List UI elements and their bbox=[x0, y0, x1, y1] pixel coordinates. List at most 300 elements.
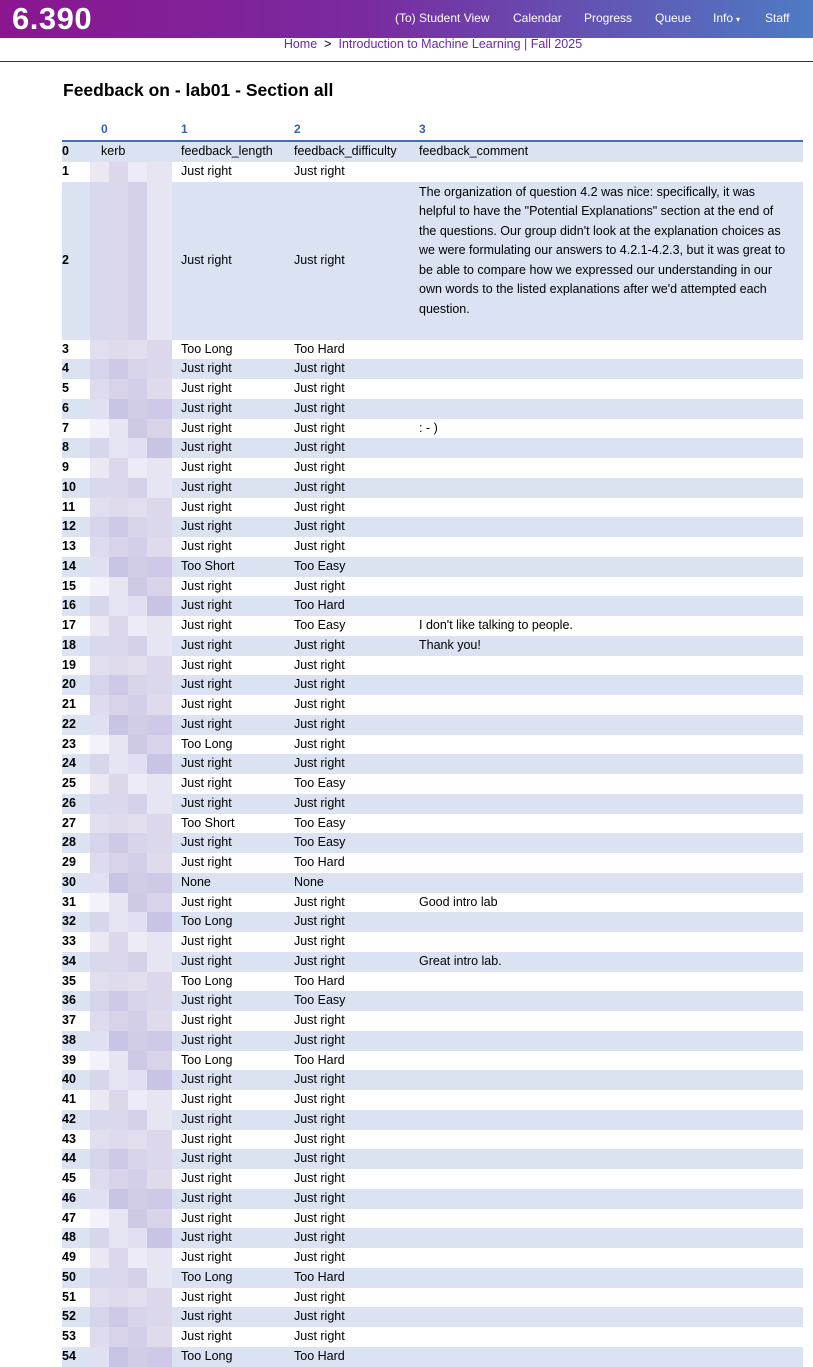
table-row bbox=[62, 1288, 803, 1308]
difficulty-cell: Just right bbox=[294, 1289, 345, 1304]
row-index: 1 bbox=[62, 163, 69, 178]
row-index: 29 bbox=[62, 855, 76, 869]
row-index: 31 bbox=[62, 894, 76, 909]
table-row bbox=[62, 972, 803, 992]
redacted-kerb bbox=[90, 1248, 172, 1268]
table-row bbox=[62, 517, 803, 537]
length-cell: Just right bbox=[181, 637, 232, 652]
difficulty-cell: Just right bbox=[294, 953, 345, 968]
length-cell: Just right bbox=[181, 440, 232, 455]
row-index: 13 bbox=[62, 539, 76, 553]
table-row bbox=[62, 675, 803, 695]
length-cell: Just right bbox=[181, 361, 232, 376]
row-index: 45 bbox=[62, 1171, 76, 1185]
table-row bbox=[62, 182, 803, 340]
redacted-kerb bbox=[90, 537, 172, 557]
difficulty-cell: Just right bbox=[294, 479, 345, 494]
table-row bbox=[62, 577, 803, 597]
redacted-kerb bbox=[90, 458, 172, 478]
difficulty-cell: Just right bbox=[294, 252, 345, 267]
redacted-kerb bbox=[90, 695, 172, 715]
length-cell: Just right bbox=[181, 381, 232, 395]
difficulty-cell: Just right bbox=[294, 756, 345, 771]
comment-cell: The organization of question 4.2 was nice: specifically, it was helpful to have the "Potential Explanations" section at the end of the questions. Our group didn't look at the explanation choices as we were formulating our answers to 4.2.1-4.2.3, but it was great to be able to compare how we expressed our understanding in our own words to the listed explanations after we'd attempted each question. bbox=[419, 184, 786, 317]
row-index: 35 bbox=[62, 973, 76, 988]
length-cell: Just right bbox=[181, 1151, 232, 1166]
redacted-kerb bbox=[90, 577, 172, 597]
table-row bbox=[62, 735, 803, 755]
redacted-kerb bbox=[90, 557, 172, 577]
redacted-kerb bbox=[90, 715, 172, 735]
length-cell: Too Long bbox=[181, 1348, 233, 1363]
difficulty-cell: Too Hard bbox=[294, 598, 345, 613]
length-cell: Just right bbox=[181, 894, 232, 909]
redacted-kerb bbox=[90, 991, 172, 1011]
table-row bbox=[62, 1307, 803, 1327]
difficulty-cell: Too Easy bbox=[294, 618, 346, 632]
difficulty-cell: Just right bbox=[294, 637, 345, 652]
row-index: 38 bbox=[62, 1032, 76, 1047]
redacted-kerb bbox=[90, 1307, 172, 1327]
row-index: 9 bbox=[62, 460, 69, 474]
length-cell: Too Long bbox=[181, 914, 233, 929]
table-row bbox=[62, 774, 803, 794]
row-index: 21 bbox=[62, 697, 76, 711]
redacted-kerb bbox=[90, 774, 172, 794]
difficulty-cell: Just right bbox=[294, 578, 345, 593]
row-index: 28 bbox=[62, 835, 76, 850]
table-row bbox=[62, 359, 803, 379]
length-cell: Just right bbox=[181, 578, 232, 593]
row-index: 16 bbox=[62, 598, 76, 613]
difficulty-cell: Just right bbox=[294, 519, 345, 534]
length-cell: Too Long bbox=[181, 1052, 233, 1067]
feedback-table bbox=[62, 120, 803, 1367]
row-index: 43 bbox=[62, 1131, 76, 1146]
length-cell: Just right bbox=[181, 657, 232, 672]
nav-calendar[interactable]: Calendar bbox=[513, 11, 562, 25]
row-index: 25 bbox=[62, 776, 76, 790]
redacted-kerb bbox=[90, 814, 172, 834]
table-row bbox=[62, 1268, 803, 1288]
length-cell: Just right bbox=[181, 1210, 232, 1225]
table-row bbox=[62, 478, 803, 498]
length-cell: Just right bbox=[181, 756, 232, 771]
table-row bbox=[62, 814, 803, 834]
table-row bbox=[62, 754, 803, 774]
table-row bbox=[62, 1051, 803, 1071]
row-index: 51 bbox=[62, 1289, 76, 1304]
table-row bbox=[62, 438, 803, 458]
redacted-kerb bbox=[90, 1268, 172, 1288]
redacted-kerb bbox=[90, 1149, 172, 1169]
redacted-kerb bbox=[90, 162, 172, 182]
length-cell: Just right bbox=[181, 934, 232, 948]
difficulty-cell: Just right bbox=[294, 1190, 345, 1205]
length-cell: Just right bbox=[181, 618, 232, 632]
difficulty-cell: Just right bbox=[294, 1230, 345, 1245]
redacted-kerb bbox=[90, 675, 172, 695]
difficulty-cell: Just right bbox=[294, 914, 345, 929]
top-navbar bbox=[0, 0, 813, 38]
redacted-kerb bbox=[90, 1189, 172, 1209]
length-cell: Just right bbox=[181, 677, 232, 692]
nav-info-label: Info bbox=[713, 11, 734, 25]
difficulty-cell: Too Easy bbox=[294, 558, 346, 573]
redacted-kerb bbox=[90, 359, 172, 379]
difficulty-cell: Just right bbox=[294, 1072, 345, 1087]
length-cell: Just right bbox=[181, 776, 232, 790]
length-cell: Too Short bbox=[181, 815, 235, 830]
difficulty-cell: Just right bbox=[294, 1131, 345, 1146]
length-cell: Just right bbox=[181, 1131, 232, 1146]
redacted-kerb bbox=[90, 1110, 172, 1130]
length-cell: Just right bbox=[181, 1309, 232, 1324]
redacted-kerb bbox=[90, 873, 172, 893]
length-cell: Just right bbox=[181, 716, 232, 731]
difficulty-cell: Just right bbox=[294, 1092, 345, 1106]
row-index: 54 bbox=[62, 1348, 76, 1363]
length-cell: Too Long bbox=[181, 341, 233, 356]
difficulty-cell: Just right bbox=[294, 1171, 345, 1185]
row-index: 18 bbox=[62, 637, 76, 652]
table-row bbox=[62, 1110, 803, 1130]
row-index: 30 bbox=[62, 874, 76, 889]
row-index: 46 bbox=[62, 1190, 76, 1205]
length-cell: Just right bbox=[181, 1092, 232, 1106]
difficulty-cell: Just right bbox=[294, 440, 345, 455]
row-index: 50 bbox=[62, 1269, 76, 1284]
length-cell: Just right bbox=[181, 697, 232, 711]
difficulty-cell: Just right bbox=[294, 894, 345, 909]
redacted-kerb bbox=[90, 893, 172, 913]
table-row bbox=[62, 142, 803, 162]
difficulty-cell: Just right bbox=[294, 361, 345, 376]
row-index: 15 bbox=[62, 578, 76, 593]
table-row bbox=[62, 833, 803, 853]
redacted-kerb bbox=[90, 1228, 172, 1248]
row-index: 48 bbox=[62, 1230, 76, 1245]
difficulty-cell: Just right bbox=[294, 460, 345, 474]
table-row bbox=[62, 498, 803, 518]
table-row bbox=[62, 952, 803, 972]
length-cell: Too Short bbox=[181, 558, 235, 573]
table-row bbox=[62, 656, 803, 676]
row-index: 3 bbox=[62, 341, 69, 356]
difficulty-cell: Just right bbox=[294, 934, 345, 948]
length-cell: Just right bbox=[181, 1072, 232, 1087]
redacted-kerb bbox=[90, 1011, 172, 1031]
row-index: 8 bbox=[62, 440, 69, 455]
redacted-kerb bbox=[90, 972, 172, 992]
table-row bbox=[62, 557, 803, 577]
redacted-kerb bbox=[90, 340, 172, 360]
row-index: 6 bbox=[62, 400, 69, 415]
table-row bbox=[62, 1011, 803, 1031]
chevron-down-icon: ▾ bbox=[736, 15, 741, 24]
difficulty-cell: None bbox=[294, 874, 324, 889]
redacted-kerb bbox=[90, 419, 172, 439]
table-row bbox=[62, 537, 803, 557]
row-index: 19 bbox=[62, 657, 76, 672]
table-row bbox=[62, 340, 803, 360]
length-cell: Just right bbox=[181, 835, 232, 850]
difficulty-cell: Just right bbox=[294, 1329, 345, 1343]
column-header: 3 bbox=[419, 122, 426, 136]
redacted-kerb bbox=[90, 1031, 172, 1051]
redacted-kerb bbox=[90, 182, 172, 340]
breadcrumb-separator: > bbox=[324, 37, 332, 51]
row-index: 24 bbox=[62, 756, 76, 771]
length-cell: Just right bbox=[181, 1032, 232, 1047]
table-row bbox=[62, 1149, 803, 1169]
redacted-kerb bbox=[90, 616, 172, 636]
difficulty-cell: Just right bbox=[294, 716, 345, 731]
redacted-kerb bbox=[90, 1090, 172, 1110]
row-index: 11 bbox=[62, 499, 76, 514]
table-row bbox=[62, 1169, 803, 1189]
table-row bbox=[62, 794, 803, 814]
redacted-kerb bbox=[90, 379, 172, 399]
row-index: 20 bbox=[62, 677, 76, 692]
column-header: 1 bbox=[181, 122, 188, 136]
redacted-kerb bbox=[90, 1070, 172, 1090]
row-index: 10 bbox=[62, 479, 76, 494]
row-index: 52 bbox=[62, 1309, 76, 1324]
comment-cell: feedback_comment bbox=[419, 144, 529, 158]
difficulty-cell: Just right bbox=[294, 539, 345, 553]
redacted-kerb bbox=[90, 735, 172, 755]
table-row bbox=[62, 715, 803, 735]
table-row bbox=[62, 596, 803, 616]
table-row bbox=[62, 1209, 803, 1229]
difficulty-cell: Just right bbox=[294, 163, 345, 178]
length-cell: Just right bbox=[181, 499, 232, 514]
row-index: 47 bbox=[62, 1210, 76, 1225]
length-cell: Just right bbox=[181, 1230, 232, 1245]
table-row bbox=[62, 1090, 803, 1110]
table-row bbox=[62, 1070, 803, 1090]
redacted-kerb bbox=[90, 952, 172, 972]
row-index: 41 bbox=[62, 1092, 76, 1106]
table-row bbox=[62, 1327, 803, 1347]
length-cell: Too Long bbox=[181, 1269, 233, 1284]
difficulty-cell: Too Hard bbox=[294, 341, 345, 356]
length-cell: Just right bbox=[181, 460, 232, 474]
row-index: 5 bbox=[62, 381, 69, 395]
difficulty-cell: Too Easy bbox=[294, 776, 346, 790]
nav-student-view[interactable]: (To) Student View bbox=[395, 11, 490, 25]
row-index: 22 bbox=[62, 716, 76, 731]
row-index: 40 bbox=[62, 1072, 76, 1087]
difficulty-cell: Just right bbox=[294, 1013, 345, 1027]
brand-logo[interactable]: 6.390 bbox=[12, 1, 93, 36]
page-title: Feedback on - lab01 - Section all bbox=[63, 80, 334, 100]
length-cell: Just right bbox=[181, 479, 232, 494]
row-index: 26 bbox=[62, 795, 76, 810]
table-row bbox=[62, 379, 803, 399]
row-index: 53 bbox=[62, 1329, 76, 1343]
row-index: 14 bbox=[62, 558, 76, 573]
difficulty-cell: Just right bbox=[294, 499, 345, 514]
length-cell: Just right bbox=[181, 519, 232, 534]
comment-cell: : - ) bbox=[419, 420, 438, 435]
redacted-kerb bbox=[90, 498, 172, 518]
nav-staff[interactable]: Staff bbox=[765, 11, 790, 25]
row-index: 34 bbox=[62, 953, 76, 968]
length-cell: Too Long bbox=[181, 973, 233, 988]
row-index: 32 bbox=[62, 914, 76, 929]
redacted-kerb bbox=[90, 1130, 172, 1150]
length-cell: Just right bbox=[181, 598, 232, 613]
redacted-kerb bbox=[90, 853, 172, 873]
table-row bbox=[62, 932, 803, 952]
length-cell: Just right bbox=[181, 539, 232, 553]
redacted-kerb bbox=[90, 1209, 172, 1229]
length-cell: feedback_length bbox=[181, 144, 273, 158]
table-row bbox=[62, 399, 803, 419]
redacted-kerb bbox=[90, 478, 172, 498]
redacted-kerb bbox=[90, 399, 172, 419]
length-cell: None bbox=[181, 874, 211, 889]
redacted-kerb bbox=[90, 517, 172, 537]
difficulty-cell: Just right bbox=[294, 1032, 345, 1047]
length-cell: Just right bbox=[181, 1250, 232, 1264]
comment-cell: I don't like talking to people. bbox=[419, 618, 573, 632]
redacted-kerb bbox=[90, 794, 172, 814]
breadcrumb-home[interactable]: Home bbox=[283, 37, 318, 51]
difficulty-cell: Too Hard bbox=[294, 973, 345, 988]
table-row bbox=[62, 1130, 803, 1150]
table-row bbox=[62, 893, 803, 913]
table-row bbox=[62, 419, 803, 439]
difficulty-cell: Just right bbox=[294, 1210, 345, 1225]
length-cell: Just right bbox=[181, 400, 232, 415]
redacted-kerb bbox=[90, 656, 172, 676]
length-cell: Just right bbox=[181, 1171, 232, 1185]
row-index: 44 bbox=[62, 1151, 76, 1166]
table-row bbox=[62, 616, 803, 636]
table-row bbox=[62, 695, 803, 715]
column-header: 2 bbox=[294, 122, 301, 136]
difficulty-cell: Just right bbox=[294, 795, 345, 810]
redacted-kerb bbox=[90, 754, 172, 774]
length-cell: Just right bbox=[181, 1111, 232, 1126]
comment-cell: Good intro lab bbox=[419, 894, 498, 909]
difficulty-cell: Just right bbox=[294, 657, 345, 672]
redacted-kerb bbox=[90, 636, 172, 656]
kerb-cell: kerb bbox=[101, 144, 126, 158]
difficulty-cell: Too Easy bbox=[294, 835, 346, 850]
redacted-kerb bbox=[90, 1327, 172, 1347]
row-index: 37 bbox=[62, 1013, 76, 1027]
breadcrumb bbox=[0, 37, 813, 51]
redacted-kerb bbox=[90, 596, 172, 616]
table-row bbox=[62, 873, 803, 893]
breadcrumb-course[interactable]: Introduction to Machine Learning | Fall 2025 bbox=[338, 37, 583, 51]
length-cell: Just right bbox=[181, 993, 232, 1008]
table-header bbox=[62, 120, 803, 142]
length-cell: Just right bbox=[181, 1190, 232, 1205]
difficulty-cell: Just right bbox=[294, 736, 345, 751]
difficulty-cell: Just right bbox=[294, 400, 345, 415]
length-cell: Just right bbox=[181, 420, 232, 435]
row-index: 49 bbox=[62, 1250, 76, 1264]
row-index: 39 bbox=[62, 1052, 76, 1067]
redacted-kerb bbox=[90, 1169, 172, 1189]
difficulty-cell: feedback_difficulty bbox=[294, 144, 397, 158]
difficulty-cell: Just right bbox=[294, 381, 345, 395]
difficulty-cell: Just right bbox=[294, 1250, 345, 1264]
difficulty-cell: Just right bbox=[294, 1111, 345, 1126]
difficulty-cell: Too Easy bbox=[294, 993, 346, 1008]
length-cell: Too Long bbox=[181, 736, 233, 751]
difficulty-cell: Just right bbox=[294, 1151, 345, 1166]
length-cell: Just right bbox=[181, 953, 232, 968]
nav-progress[interactable]: Progress bbox=[584, 11, 633, 25]
difficulty-cell: Too Hard bbox=[294, 1348, 345, 1363]
table-row bbox=[62, 162, 803, 182]
row-index: 27 bbox=[62, 815, 76, 830]
length-cell: Just right bbox=[181, 1289, 232, 1304]
table-row bbox=[62, 1248, 803, 1268]
length-cell: Just right bbox=[181, 252, 232, 267]
row-index: 36 bbox=[62, 993, 76, 1008]
row-index: 2 bbox=[62, 252, 69, 267]
difficulty-cell: Too Hard bbox=[294, 855, 345, 869]
row-index: 7 bbox=[62, 420, 69, 435]
difficulty-cell: Too Hard bbox=[294, 1052, 345, 1067]
length-cell: Just right bbox=[181, 1013, 232, 1027]
comment-cell: Great intro lab. bbox=[419, 953, 502, 968]
difficulty-cell: Too Easy bbox=[294, 815, 346, 830]
length-cell: Just right bbox=[181, 163, 232, 178]
difficulty-cell: Too Hard bbox=[294, 1269, 345, 1284]
header-divider bbox=[0, 61, 813, 62]
table-row bbox=[62, 1228, 803, 1248]
difficulty-cell: Just right bbox=[294, 677, 345, 692]
table-row bbox=[62, 1031, 803, 1051]
table-body bbox=[62, 142, 803, 1367]
column-header: 0 bbox=[101, 122, 108, 136]
difficulty-cell: Just right bbox=[294, 1309, 345, 1324]
row-index: 4 bbox=[62, 361, 69, 376]
redacted-kerb bbox=[90, 1051, 172, 1071]
table-row bbox=[62, 912, 803, 932]
difficulty-cell: Just right bbox=[294, 420, 345, 435]
comment-cell: Thank you! bbox=[419, 637, 481, 652]
row-index: 0 bbox=[62, 144, 69, 158]
nav-info-dropdown[interactable] bbox=[713, 11, 740, 25]
redacted-kerb bbox=[90, 1288, 172, 1308]
nav-queue[interactable]: Queue bbox=[655, 11, 692, 25]
row-index: 42 bbox=[62, 1111, 76, 1126]
length-cell: Just right bbox=[181, 795, 232, 810]
redacted-kerb bbox=[90, 833, 172, 853]
row-index: 23 bbox=[62, 736, 76, 751]
length-cell: Just right bbox=[181, 855, 232, 869]
table-row bbox=[62, 458, 803, 478]
row-index: 17 bbox=[62, 618, 76, 632]
difficulty-cell: Just right bbox=[294, 697, 345, 711]
row-index: 12 bbox=[62, 519, 76, 534]
redacted-kerb bbox=[90, 912, 172, 932]
length-cell: Just right bbox=[181, 1329, 232, 1343]
table-row bbox=[62, 1189, 803, 1209]
redacted-kerb bbox=[90, 438, 172, 458]
redacted-kerb bbox=[90, 932, 172, 952]
row-index: 33 bbox=[62, 934, 76, 948]
